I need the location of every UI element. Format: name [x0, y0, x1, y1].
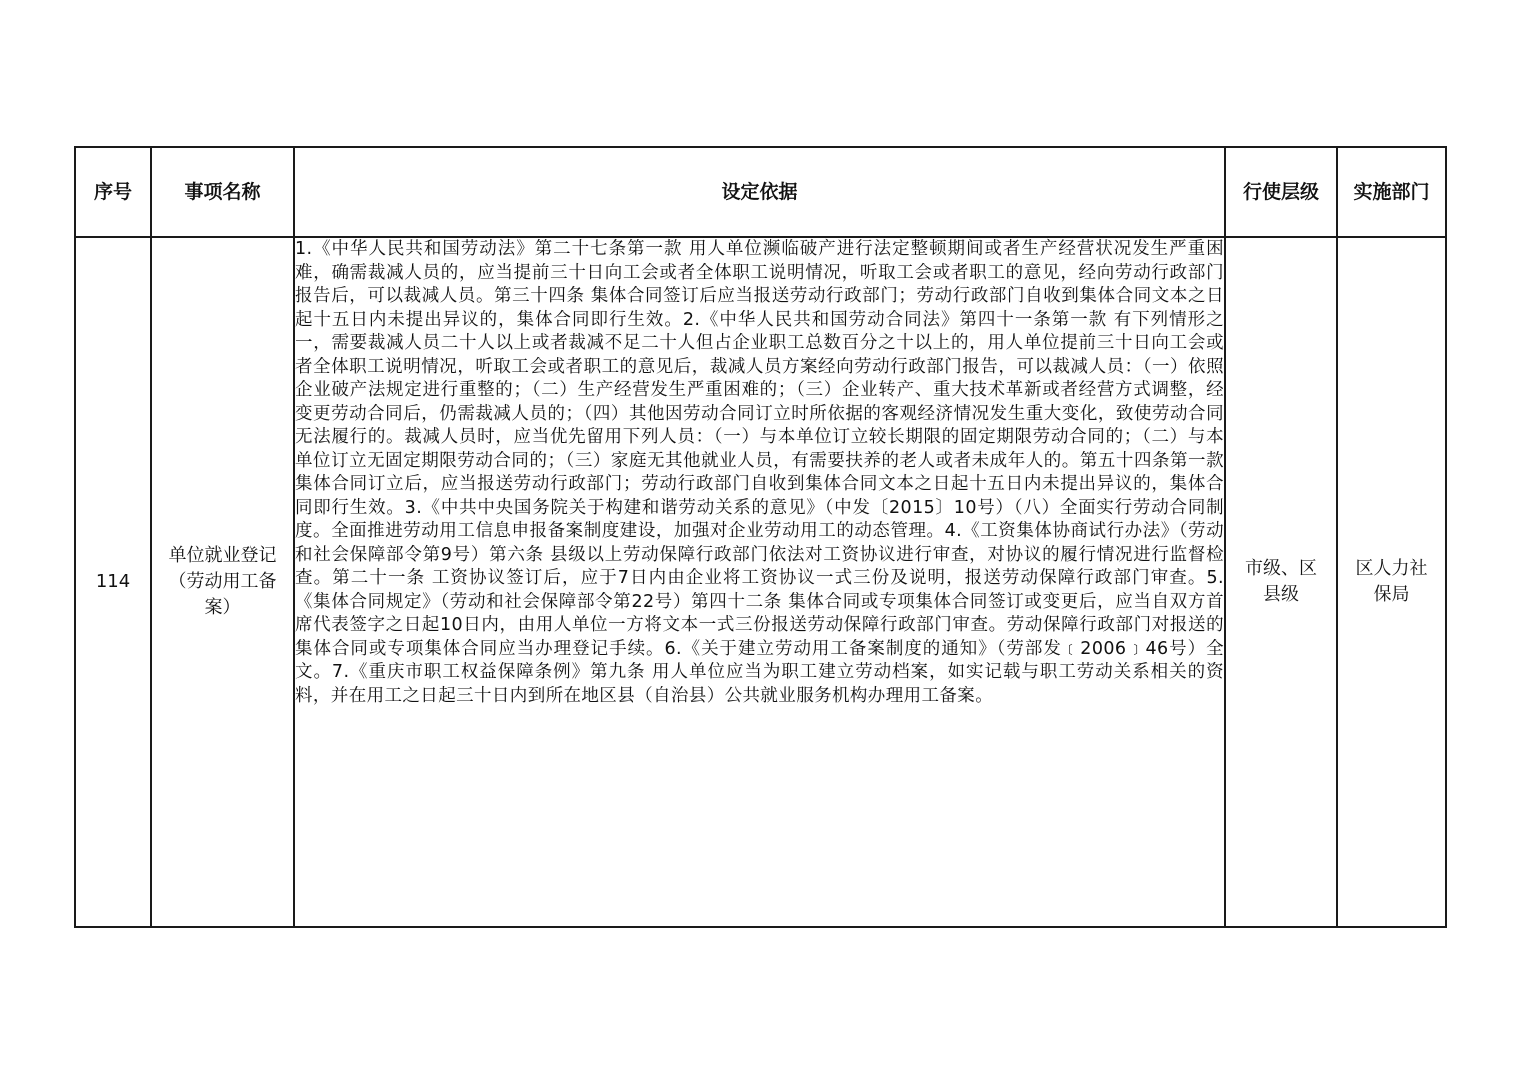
header-row: [75, 147, 1446, 237]
row-level-label: 市级、区县级: [1245, 558, 1317, 605]
row-seq: 114: [75, 237, 151, 927]
matter-table: [74, 146, 1447, 928]
table-row: [75, 237, 1446, 927]
row-level: [1225, 237, 1337, 927]
header-dept-label: 实施部门: [1353, 181, 1430, 203]
header-item-name: 事项名称: [151, 147, 294, 237]
row-dept: [1337, 237, 1446, 927]
header-level: 行使层级: [1225, 147, 1337, 237]
header-basis: 设定依据: [294, 147, 1225, 237]
header-dept: [1337, 147, 1446, 237]
row-item-name: [151, 237, 294, 927]
header-seq: 序号: [75, 147, 151, 237]
row-basis: 1.《中华人民共和国劳动法》第二十七条第一款 用人单位濒临破产进行法定整顿期间或者生产经营状况发生严重困难，确需裁减人员的，应当提前三十日向工会或者全体职工说明情况，听取工会或者职工的意见，经向劳动行政部门报告后，可以裁减人员。第三十四条 集体合同签订后应当报送劳动行政部门；劳动行政部门自收到集体合同文本之日起十五日内未提出异议的，集体合同即行生效。2.《中华人民共和国劳动合同法》第四十一条第一款 有下列情形之一，需要裁减人员二十人以上或者裁减不足二十人但占企业职工总数百分之十以上的，用人单位提前三十日向工会或者全体职工说明情况，听取工会或者职工的意见后，裁减人员方案经向劳动行政部门报告，可以裁减人员：（一）依照企业破产法规定进行重整的；（二）生产经营发生严重困难的；（三）企业转产、重大技术革新或者经营方式调整，经变更劳动合同后，仍需裁减人员的；（四）其他因劳动合同订立时所依据的客观经济情况发生重大变化，致使劳动合同无法履行的。裁减人员时，应当优先留用下列人员：（一）与本单位订立较长期限的固定期限劳动合同的；（二）与本单位订立无固定期限劳动合同的；（三）家庭无其他就业人员，有需要扶养的老人或者未成年人的。第五十四条第一款 集体合同订立后，应当报送劳动行政部门；劳动行政部门自收到集体合同文本之日起十五日内未提出异议的，集体合同即行生效。3.《中共中央国务院关于构建和谐劳动关系的意见》（中发〔2015〕10号）（八）全面实行劳动合同制度。全面推进劳动用工信息申报备案制度建设，加强对企业劳动用工的动态管理。4.《工资集体协商试行办法》（劳动和社会保障部令第9号）第六条 县级以上劳动保障行政部门依法对工资协议进行审查，对协议的履行情况进行监督检查。第二十一条 工资协议签订后，应于7日内由企业将工资协议一式三份及说明，报送劳动保障行政部门审查。5.《集体合同规定》（劳动和社会保障部令第22号）第四十二条 集体合同或专项集体合同签订或变更后，应当自双方首席代表签字之日起10日内，由用人单位一方将文本一式三份报送劳动保障行政部门审查。劳动保障行政部门对报送的集体合同或专项集体合同应当办理登记手续。6.《关于建立劳动用工备案制度的通知》（劳部发﹝2006﹞46号）全文。7.《重庆市职工权益保障条例》第九条 用人单位应当为职工建立劳动档案，如实记载与职工劳动关系相关的资料，并在用工之日起三十日内到所在地区县（自治县）公共就业服务机构办理用工备案。: [294, 237, 1225, 927]
row-item-name-label: 单位就业登记（劳动用工备案）: [168, 545, 277, 618]
row-dept-label: 区人力社保局: [1355, 558, 1428, 605]
